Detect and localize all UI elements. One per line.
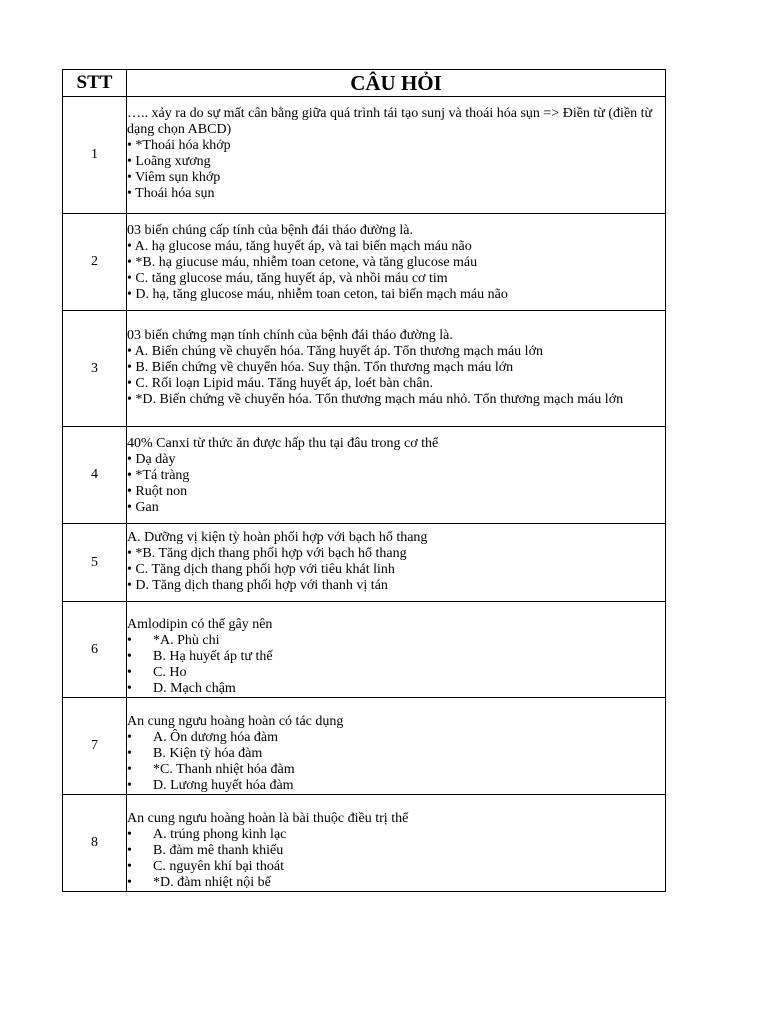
question-cell xyxy=(127,795,666,892)
bullet-icon: • xyxy=(127,843,132,858)
option: • D. hạ, tăng glucose máu, nhiễm toan ceton, tai biến mạch máu não xyxy=(127,287,508,302)
table-row xyxy=(63,698,666,795)
option: • Loãng xương xyxy=(127,154,211,169)
option: • Dạ dày xyxy=(127,452,176,467)
questions-table xyxy=(62,69,666,892)
row-number: 4 xyxy=(63,427,127,524)
option: • Thoái hóa sụn xyxy=(127,186,215,201)
header-question: CÂU HỎI xyxy=(127,70,666,97)
option: • *Tá tràng xyxy=(127,468,190,483)
row-number: 5 xyxy=(63,524,127,602)
option: • Gan xyxy=(127,500,159,515)
option: • A. Ôn dương hóa đàm xyxy=(127,730,279,745)
question-cell xyxy=(127,311,666,427)
row-number: 2 xyxy=(63,214,127,311)
table-row xyxy=(63,214,666,311)
question-text: An cung ngưu hoàng hoàn là bài thuộc điều trị thể xyxy=(127,811,409,826)
option: • D. Lương huyết hóa đàm xyxy=(127,778,294,793)
table-row xyxy=(63,427,666,524)
option: • C. Rối loạn Lipid máu. Tăng huyết áp, loét bàn chân. xyxy=(127,376,433,391)
option: • C. nguyên khí bại thoát xyxy=(127,859,285,874)
bullet-icon: • xyxy=(127,649,132,664)
question-text: An cung ngưu hoàng hoàn có tác dụng xyxy=(127,714,344,729)
question-text: 40% Canxi từ thức ăn được hấp thu tại đâu trong cơ thể xyxy=(127,436,439,451)
bullet-icon: • xyxy=(127,730,132,745)
option: • C. Ho xyxy=(127,665,187,680)
option: • C. tăng glucose máu, tăng huyết áp, và nhồi máu cơ tim xyxy=(127,271,448,286)
question-text: 03 biến chúng cấp tính của bệnh đái tháo đường là. xyxy=(127,223,413,238)
option: • *A. Phù chi xyxy=(127,633,220,648)
option: • D. Tăng dịch thang phối hợp với thanh vị tán xyxy=(127,578,388,593)
option: • A. trúng phong kinh lạc xyxy=(127,827,287,842)
row-number: 8 xyxy=(63,795,127,892)
option: • A. Biến chúng về chuyển hóa. Tăng huyết áp. Tổn thương mạch máu lớn xyxy=(127,344,543,359)
option: • Ruột non xyxy=(127,484,188,499)
bullet-icon: • xyxy=(127,778,132,793)
option: • Viêm sụn khớp xyxy=(127,170,221,185)
option: • B. đàm mê thanh khiếu xyxy=(127,843,284,858)
row-number: 1 xyxy=(63,97,127,214)
option: • *Thoái hóa khớp xyxy=(127,138,231,153)
option: • *D. đàm nhiệt nội bế xyxy=(127,875,271,890)
row-number: 7 xyxy=(63,698,127,795)
question-cell xyxy=(127,214,666,311)
table-row xyxy=(63,524,666,602)
question-cell xyxy=(127,602,666,698)
bullet-icon: • xyxy=(127,633,132,648)
bullet-icon: • xyxy=(127,827,132,842)
question-cell xyxy=(127,524,666,602)
option: • *B. hạ giucuse máu, nhiễm toan cetone, và tăng glucose máu xyxy=(127,255,478,270)
row-number: 3 xyxy=(63,311,127,427)
option: • *D. Biến chứng về chuyển hóa. Tổn thương mạch máu nhỏ. Tổn thương mạch máu lớn xyxy=(127,392,624,407)
option: • B. Hạ huyết áp tư thế xyxy=(127,649,273,664)
row-number: 6 xyxy=(63,602,127,698)
bullet-icon: • xyxy=(127,859,132,874)
question-text: Amlodipin có thể gây nên xyxy=(127,617,273,632)
bullet-icon: • xyxy=(127,665,132,680)
option: • B. Kiện tỳ hóa đàm xyxy=(127,746,263,761)
question-text: A. Dưỡng vị kiện tỳ hoàn phối hợp với bạch hổ thang xyxy=(127,530,428,545)
question-text: ….. xảy ra do sự mất cân bằng giữa quá trình tái tạo sunj và thoái hóa sụn => Điền từ (điền từ dạng chọn ABCD) xyxy=(127,106,653,137)
question-cell xyxy=(127,97,666,214)
header-row xyxy=(63,70,666,97)
bullet-icon: • xyxy=(127,746,132,761)
table-row xyxy=(63,311,666,427)
header-stt: STT xyxy=(63,70,127,97)
table-row xyxy=(63,795,666,892)
question-cell xyxy=(127,698,666,795)
option: • C. Tăng dịch thang phối hợp với tiêu khát linh xyxy=(127,562,395,577)
bullet-icon: • xyxy=(127,875,132,890)
table-row xyxy=(63,602,666,698)
option: • *C. Thanh nhiệt hóa đàm xyxy=(127,762,295,777)
bullet-icon: • xyxy=(127,681,132,696)
bullet-icon: • xyxy=(127,762,132,777)
option: • D. Mạch chậm xyxy=(127,681,236,696)
question-text: 03 biến chứng mạn tính chính của bệnh đái tháo đường là. xyxy=(127,328,453,343)
question-cell xyxy=(127,427,666,524)
option: • *B. Tăng dịch thang phối hợp với bạch hổ thang xyxy=(127,546,407,561)
option: • B. Biến chứng về chuyển hóa. Suy thận. Tổn thương mạch máu lớn xyxy=(127,360,514,375)
table-row xyxy=(63,97,666,214)
option: • A. hạ glucose máu, tăng huyết áp, và tai biến mạch máu não xyxy=(127,239,472,254)
